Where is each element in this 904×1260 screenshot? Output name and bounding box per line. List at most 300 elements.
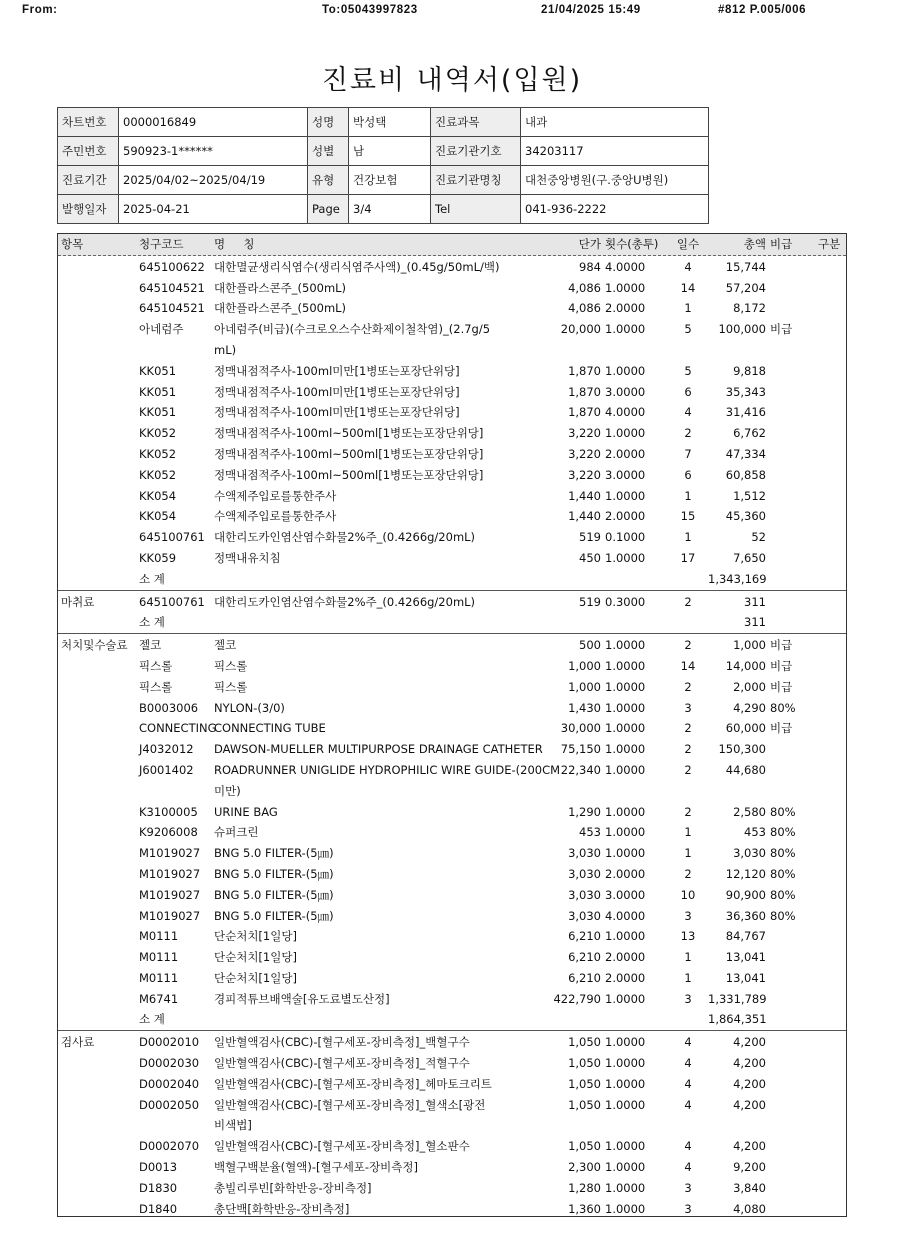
subtotal-amount: 311 [744, 615, 766, 630]
item-name: 일반혈액검사(CBC)-[혈구세포-장비측정]_헤마토크리트 [214, 1076, 492, 1091]
days: 4 [684, 1076, 692, 1091]
non-covered-flag: 비급 [770, 322, 793, 337]
days: 4 [684, 1056, 692, 1071]
days: 2 [684, 426, 692, 441]
days: 1 [684, 530, 692, 545]
unit-price: 450 [579, 550, 601, 565]
days: 1 [684, 825, 692, 840]
claim-code: KK051 [139, 363, 177, 378]
days: 10 [680, 887, 696, 902]
subtotal-label: 소 계 [139, 1012, 165, 1027]
unit-price: 1,870 [568, 363, 601, 378]
non-covered-flag: 비급 [770, 658, 793, 673]
item-name: 정맥내점적주사-100ml~500ml[1병또는포장단위당] [214, 467, 484, 482]
item-name: 대한리도카인염산염수화물2%주_(0.4266g/20mL) [214, 530, 476, 545]
table-row [58, 864, 846, 885]
item-name: 픽스롤 [214, 658, 248, 673]
item-name: BNG 5.0 FILTER-(5㎛) [214, 908, 334, 923]
item-name: 슈퍼크린 [214, 825, 259, 840]
days: 13 [680, 929, 696, 944]
unit-price: 1,050 [568, 1139, 601, 1154]
table-row [58, 698, 846, 719]
total-amount: 3,030 [733, 846, 766, 861]
dept: 내과 [521, 108, 709, 137]
non-covered-flag: 80% [770, 887, 796, 902]
table-row [58, 423, 846, 444]
item-name: 정맥내점적주사-100ml미만[1병또는포장단위당] [214, 363, 460, 378]
table-row [58, 989, 846, 1010]
item-name: 대한멸균생리식염수(생리식염주사액)_(0.45g/50mL/백) [214, 259, 500, 274]
period-label: 진료기간 [58, 166, 119, 195]
table-row [58, 506, 846, 527]
item-name: 정맥내점적주사-100ml미만[1병또는포장단위당] [214, 384, 460, 399]
claim-code: D1830 [139, 1180, 178, 1195]
unit-price: 1,050 [568, 1035, 601, 1050]
item-name: 대한플라스콘주_(500mL) [214, 301, 347, 316]
table-row [58, 1074, 846, 1095]
quantity: 1.0000 [605, 550, 646, 565]
unit-price: 1,000 [568, 679, 601, 694]
item-name: 일반혈액검사(CBC)-[혈구세포-장비측정]_적혈구수 [214, 1056, 470, 1071]
days: 4 [684, 1139, 692, 1154]
page-number: 3/4 [349, 195, 431, 224]
days: 5 [684, 322, 692, 337]
item-name: 픽스롤 [214, 679, 248, 694]
quantity: 1.0000 [605, 991, 646, 1006]
quantity: 1.0000 [605, 804, 646, 819]
subtotal-row [58, 569, 846, 590]
total-amount: 60,000 [725, 721, 766, 736]
rrn: 590923-1****** [119, 137, 308, 166]
total-amount: 4,200 [733, 1076, 766, 1091]
unit-price: 1,440 [568, 488, 601, 503]
claim-code: KK051 [139, 405, 177, 420]
unit-price: 3,220 [568, 426, 601, 441]
claim-code: M1019027 [139, 887, 201, 902]
unit-price: 75,150 [560, 742, 601, 757]
days: 17 [680, 550, 696, 565]
days: 3 [684, 700, 692, 715]
days: 4 [684, 259, 692, 274]
claim-code: KK059 [139, 550, 177, 565]
claim-code: 645104521 [139, 301, 205, 316]
sex-label: 성별 [308, 137, 349, 166]
table-row [58, 1157, 846, 1178]
table-row [58, 739, 846, 760]
claim-code: KK054 [139, 509, 177, 524]
unit-price: 3,220 [568, 446, 601, 461]
days: 3 [684, 908, 692, 923]
quantity: 2.0000 [605, 950, 646, 965]
fax-to: To:05043997823 [322, 4, 418, 16]
quantity: 1.0000 [605, 488, 646, 503]
subtotal-row [58, 1009, 846, 1030]
quantity: 3.0000 [605, 384, 646, 399]
bill-section [58, 256, 846, 590]
quantity: 1.0000 [605, 1201, 646, 1216]
unit-price: 1,050 [568, 1097, 601, 1112]
days: 2 [684, 679, 692, 694]
table-row [58, 926, 846, 947]
total-amount: 4,200 [733, 1097, 766, 1112]
bill-section [58, 633, 846, 1030]
table-row-continuation [58, 340, 846, 361]
total-amount: 453 [744, 825, 766, 840]
days: 4 [684, 405, 692, 420]
col-section: 항목 [61, 237, 84, 251]
inst-code: 34203117 [521, 137, 709, 166]
total-amount: 9,200 [733, 1160, 766, 1175]
quantity: 2.0000 [605, 970, 646, 985]
total-amount: 84,767 [725, 929, 766, 944]
days: 4 [684, 1097, 692, 1112]
claim-code: 645104521 [139, 280, 205, 295]
chart-no-label: 차트번호 [58, 108, 119, 137]
bill-section [58, 1030, 846, 1219]
claim-code: D0002050 [139, 1097, 200, 1112]
claim-code: D1840 [139, 1201, 178, 1216]
total-amount: 1,512 [733, 488, 766, 503]
claim-code: J4032012 [139, 742, 194, 757]
total-amount: 35,343 [725, 384, 766, 399]
non-covered-flag: 80% [770, 804, 796, 819]
unit-price: 6,210 [568, 950, 601, 965]
total-amount: 52 [751, 530, 766, 545]
table-row [58, 802, 846, 823]
item-name: 수액제주입로를통한주사 [214, 488, 337, 503]
total-amount: 4,200 [733, 1139, 766, 1154]
unit-price: 2,300 [568, 1160, 601, 1175]
claim-code: 645100761 [139, 530, 205, 545]
item-name: 총빌리루빈[화학반응-장비측정] [214, 1180, 372, 1195]
sex: 남 [349, 137, 431, 166]
item-name: 정맥내유치침 [214, 550, 281, 565]
claim-code: M1019027 [139, 866, 201, 881]
non-covered-flag: 80% [770, 825, 796, 840]
item-name: BNG 5.0 FILTER-(5㎛) [214, 887, 334, 902]
total-amount: 13,041 [725, 970, 766, 985]
inst-name-label: 진료기관명칭 [431, 166, 521, 195]
table-row [58, 382, 846, 403]
non-covered-flag: 80% [770, 908, 796, 923]
patient-name: 박성택 [349, 108, 431, 137]
unit-price: 3,030 [568, 866, 601, 881]
item-name: URINE BAG [214, 804, 278, 819]
total-amount: 2,580 [733, 804, 766, 819]
days: 15 [680, 509, 696, 524]
days: 1 [684, 488, 692, 503]
table-row [58, 822, 846, 843]
quantity: 1.0000 [605, 1076, 646, 1091]
unit-price: 1,050 [568, 1076, 601, 1091]
tel: 041-936-2222 [521, 195, 709, 224]
quantity: 1.0000 [605, 742, 646, 757]
col-code: 청구코드 [139, 237, 184, 251]
document-title: 진료비 내역서(입원) [321, 65, 583, 96]
col-price: 단가 [578, 237, 601, 251]
item-name: 일반혈액검사(CBC)-[혈구세포-장비측정]_혈소판수 [214, 1139, 470, 1154]
item-name-continued: 비색법] [214, 1118, 252, 1133]
claim-code: M0111 [139, 950, 179, 965]
days: 2 [684, 742, 692, 757]
days: 2 [684, 866, 692, 881]
item-name: 정맥내점적주사-100ml~500ml[1병또는포장단위당] [214, 446, 484, 461]
total-amount: 311 [744, 594, 766, 609]
unit-price: 22,340 [560, 762, 601, 777]
subtotal-row [58, 612, 846, 633]
fax-page: #812 P.005/006 [718, 4, 807, 16]
tel-label: Tel [431, 195, 521, 224]
item-name: ROADRUNNER UNIGLIDE HYDROPHILIC WIRE GUIDE-(200CM [214, 762, 561, 777]
claim-code: CONNECTING [139, 721, 217, 736]
quantity: 1.0000 [605, 638, 646, 653]
total-amount: 44,680 [725, 762, 766, 777]
table-row [58, 843, 846, 864]
unit-price: 422,790 [553, 991, 601, 1006]
section-label: 처치및수술료 [61, 638, 128, 653]
item-name: CONNECTING TUBE [214, 721, 326, 736]
quantity: 1.0000 [605, 929, 646, 944]
rrn-label: 주민번호 [58, 137, 119, 166]
table-row [58, 635, 846, 656]
subtotal-label: 소 계 [139, 615, 165, 630]
claim-code: M1019027 [139, 908, 201, 923]
col-gubun: 구분 [818, 237, 841, 251]
unit-price: 3,220 [568, 467, 601, 482]
item-name: 단순처치[1일당] [214, 929, 297, 944]
claim-code: 645100761 [139, 594, 205, 609]
quantity: 2.0000 [605, 866, 646, 881]
quantity: 3.0000 [605, 467, 646, 482]
table-row [58, 319, 846, 340]
quantity: 1.0000 [605, 1180, 646, 1195]
claim-code: D0002010 [139, 1035, 200, 1050]
claim-code: D0002070 [139, 1139, 200, 1154]
days: 3 [684, 991, 692, 1006]
item-name: 수액제주입로를통한주사 [214, 509, 337, 524]
table-row [58, 677, 846, 698]
quantity: 4.0000 [605, 405, 646, 420]
days: 2 [684, 594, 692, 609]
table-row [58, 486, 846, 507]
table-row [58, 656, 846, 677]
days: 3 [684, 1180, 692, 1195]
table-row [58, 298, 846, 319]
days: 2 [684, 762, 692, 777]
total-amount: 4,290 [733, 700, 766, 715]
unit-price: 1,440 [568, 509, 601, 524]
total-amount: 12,120 [725, 866, 766, 881]
quantity: 1.0000 [605, 679, 646, 694]
col-total: 총액 [743, 237, 766, 251]
item-name: NYLON-(3/0) [214, 700, 285, 715]
total-amount: 4,080 [733, 1201, 766, 1216]
unit-price: 6,210 [568, 929, 601, 944]
claim-code: 아네럼주 [139, 322, 184, 337]
days: 1 [684, 846, 692, 861]
col-type: 비급 [770, 237, 793, 251]
days: 2 [684, 804, 692, 819]
total-amount: 4,200 [733, 1056, 766, 1071]
quantity: 2.0000 [605, 301, 646, 316]
claim-code: M6741 [139, 991, 179, 1006]
quantity: 1.0000 [605, 322, 646, 337]
page-label: Page [308, 195, 349, 224]
claim-code: D0002040 [139, 1076, 200, 1091]
days: 6 [684, 384, 692, 399]
section-label: 마취료 [61, 594, 95, 609]
quantity: 4.0000 [605, 908, 646, 923]
subtotal-label: 소 계 [139, 571, 165, 586]
claim-code: B0003006 [139, 700, 199, 715]
non-covered-flag: 80% [770, 846, 796, 861]
patient-info-table [57, 107, 709, 224]
quantity: 2.0000 [605, 509, 646, 524]
item-name: 젤코 [214, 638, 237, 653]
total-amount: 9,818 [733, 363, 766, 378]
name-label: 성명 [308, 108, 349, 137]
days: 5 [684, 363, 692, 378]
item-name: 단순처치[1일당] [214, 970, 297, 985]
total-amount: 3,840 [733, 1180, 766, 1195]
unit-price: 1,290 [568, 804, 601, 819]
days: 1 [684, 970, 692, 985]
claim-code: D0013 [139, 1160, 178, 1175]
unit-price: 20,000 [560, 322, 601, 337]
claim-code: K3100005 [139, 804, 198, 819]
total-amount: 8,172 [733, 301, 766, 316]
non-covered-flag: 비급 [770, 721, 793, 736]
fax-from: From: [22, 4, 58, 16]
quantity: 1.0000 [605, 700, 646, 715]
non-covered-flag: 비급 [770, 679, 793, 694]
table-row [58, 947, 846, 968]
total-amount: 90,900 [725, 887, 766, 902]
fax-datetime: 21/04/2025 15:49 [541, 4, 641, 16]
days: 7 [684, 446, 692, 461]
table-row [58, 402, 846, 423]
item-name: 일반혈액검사(CBC)-[혈구세포-장비측정]_혈색소[광전 [214, 1097, 486, 1112]
col-days: 일수 [676, 237, 700, 251]
quantity: 4.0000 [605, 259, 646, 274]
quantity: 3.0000 [605, 887, 646, 902]
quantity: 1.0000 [605, 721, 646, 736]
inst-code-label: 진료기관기호 [431, 137, 521, 166]
col-qty: 횟수(총투) [605, 237, 659, 251]
item-name-continued: mL) [214, 342, 237, 357]
quantity: 1.0000 [605, 846, 646, 861]
quantity: 1.0000 [605, 280, 646, 295]
claim-code: KK051 [139, 384, 177, 399]
claim-code: 픽스롤 [139, 658, 173, 673]
table-row [58, 548, 846, 569]
table-row [58, 465, 846, 486]
item-name: 단순처치[1일당] [214, 950, 297, 965]
unit-price: 4,086 [568, 280, 601, 295]
days: 1 [684, 301, 692, 316]
total-amount: 6,762 [733, 426, 766, 441]
table-row [58, 718, 846, 739]
days: 14 [680, 658, 696, 673]
days: 4 [684, 1035, 692, 1050]
non-covered-flag: 80% [770, 700, 796, 715]
unit-price: 1,870 [568, 405, 601, 420]
unit-price: 6,210 [568, 970, 601, 985]
table-row [58, 444, 846, 465]
item-name: 대한리도카인염산염수화물2%주_(0.4266g/20mL) [214, 594, 476, 609]
unit-price: 1,360 [568, 1201, 601, 1216]
quantity: 1.0000 [605, 1097, 646, 1112]
table-row [58, 592, 846, 613]
subtotal-amount: 1,343,169 [708, 571, 767, 586]
item-name: BNG 5.0 FILTER-(5㎛) [214, 866, 334, 881]
unit-price: 3,030 [568, 846, 601, 861]
quantity: 2.0000 [605, 446, 646, 461]
total-amount: 31,416 [725, 405, 766, 420]
claim-code: 젤코 [139, 638, 162, 653]
item-name: BNG 5.0 FILTER-(5㎛) [214, 846, 334, 861]
non-covered-flag: 비급 [770, 638, 793, 653]
quantity: 0.3000 [605, 594, 646, 609]
claim-code: M0111 [139, 970, 179, 985]
unit-price: 1,050 [568, 1056, 601, 1071]
claim-code: M1019027 [139, 846, 201, 861]
period: 2025/04/02~2025/04/19 [119, 166, 308, 195]
unit-price: 1,870 [568, 384, 601, 399]
quantity: 1.0000 [605, 762, 646, 777]
unit-price: 30,000 [560, 721, 601, 736]
unit-price: 519 [579, 594, 601, 609]
dept-label: 진료과목 [431, 108, 521, 137]
unit-price: 4,086 [568, 301, 601, 316]
item-name: 일반혈액검사(CBC)-[혈구세포-장비측정]_백혈구수 [214, 1035, 470, 1050]
subtotal-amount: 1,864,351 [708, 1012, 767, 1027]
days: 1 [684, 950, 692, 965]
non-covered-flag: 80% [770, 866, 796, 881]
unit-price: 519 [579, 530, 601, 545]
quantity: 1.0000 [605, 1056, 646, 1071]
item-name: 총단백[화학반응-장비측정] [214, 1201, 350, 1216]
total-amount: 7,650 [733, 550, 766, 565]
table-row [58, 361, 846, 382]
inst-name: 대천중앙병원(구.중앙U병원) [521, 166, 709, 195]
table-row [58, 968, 846, 989]
days: 2 [684, 638, 692, 653]
item-name: 아네럼주(비급)(수크로오스수산화제이철착염)_(2.7g/5 [214, 322, 491, 337]
claim-code: KK052 [139, 446, 177, 461]
quantity: 0.1000 [605, 530, 646, 545]
unit-price: 1,430 [568, 700, 601, 715]
days: 14 [680, 280, 696, 295]
table-row [58, 1178, 846, 1199]
days: 6 [684, 467, 692, 482]
table-row [58, 1053, 846, 1074]
quantity: 1.0000 [605, 1139, 646, 1154]
quantity: 1.0000 [605, 363, 646, 378]
issue-label: 발행일자 [58, 195, 119, 224]
total-amount: 1,000 [733, 638, 766, 653]
days: 3 [684, 1201, 692, 1216]
table-row [58, 885, 846, 906]
table-row [58, 527, 846, 548]
claim-code: KK054 [139, 488, 177, 503]
days: 2 [684, 721, 692, 736]
unit-price: 3,030 [568, 908, 601, 923]
claim-code: 픽스롤 [139, 679, 173, 694]
table-row-continuation [58, 1115, 846, 1136]
total-amount: 45,360 [725, 509, 766, 524]
table-row-continuation [58, 781, 846, 802]
